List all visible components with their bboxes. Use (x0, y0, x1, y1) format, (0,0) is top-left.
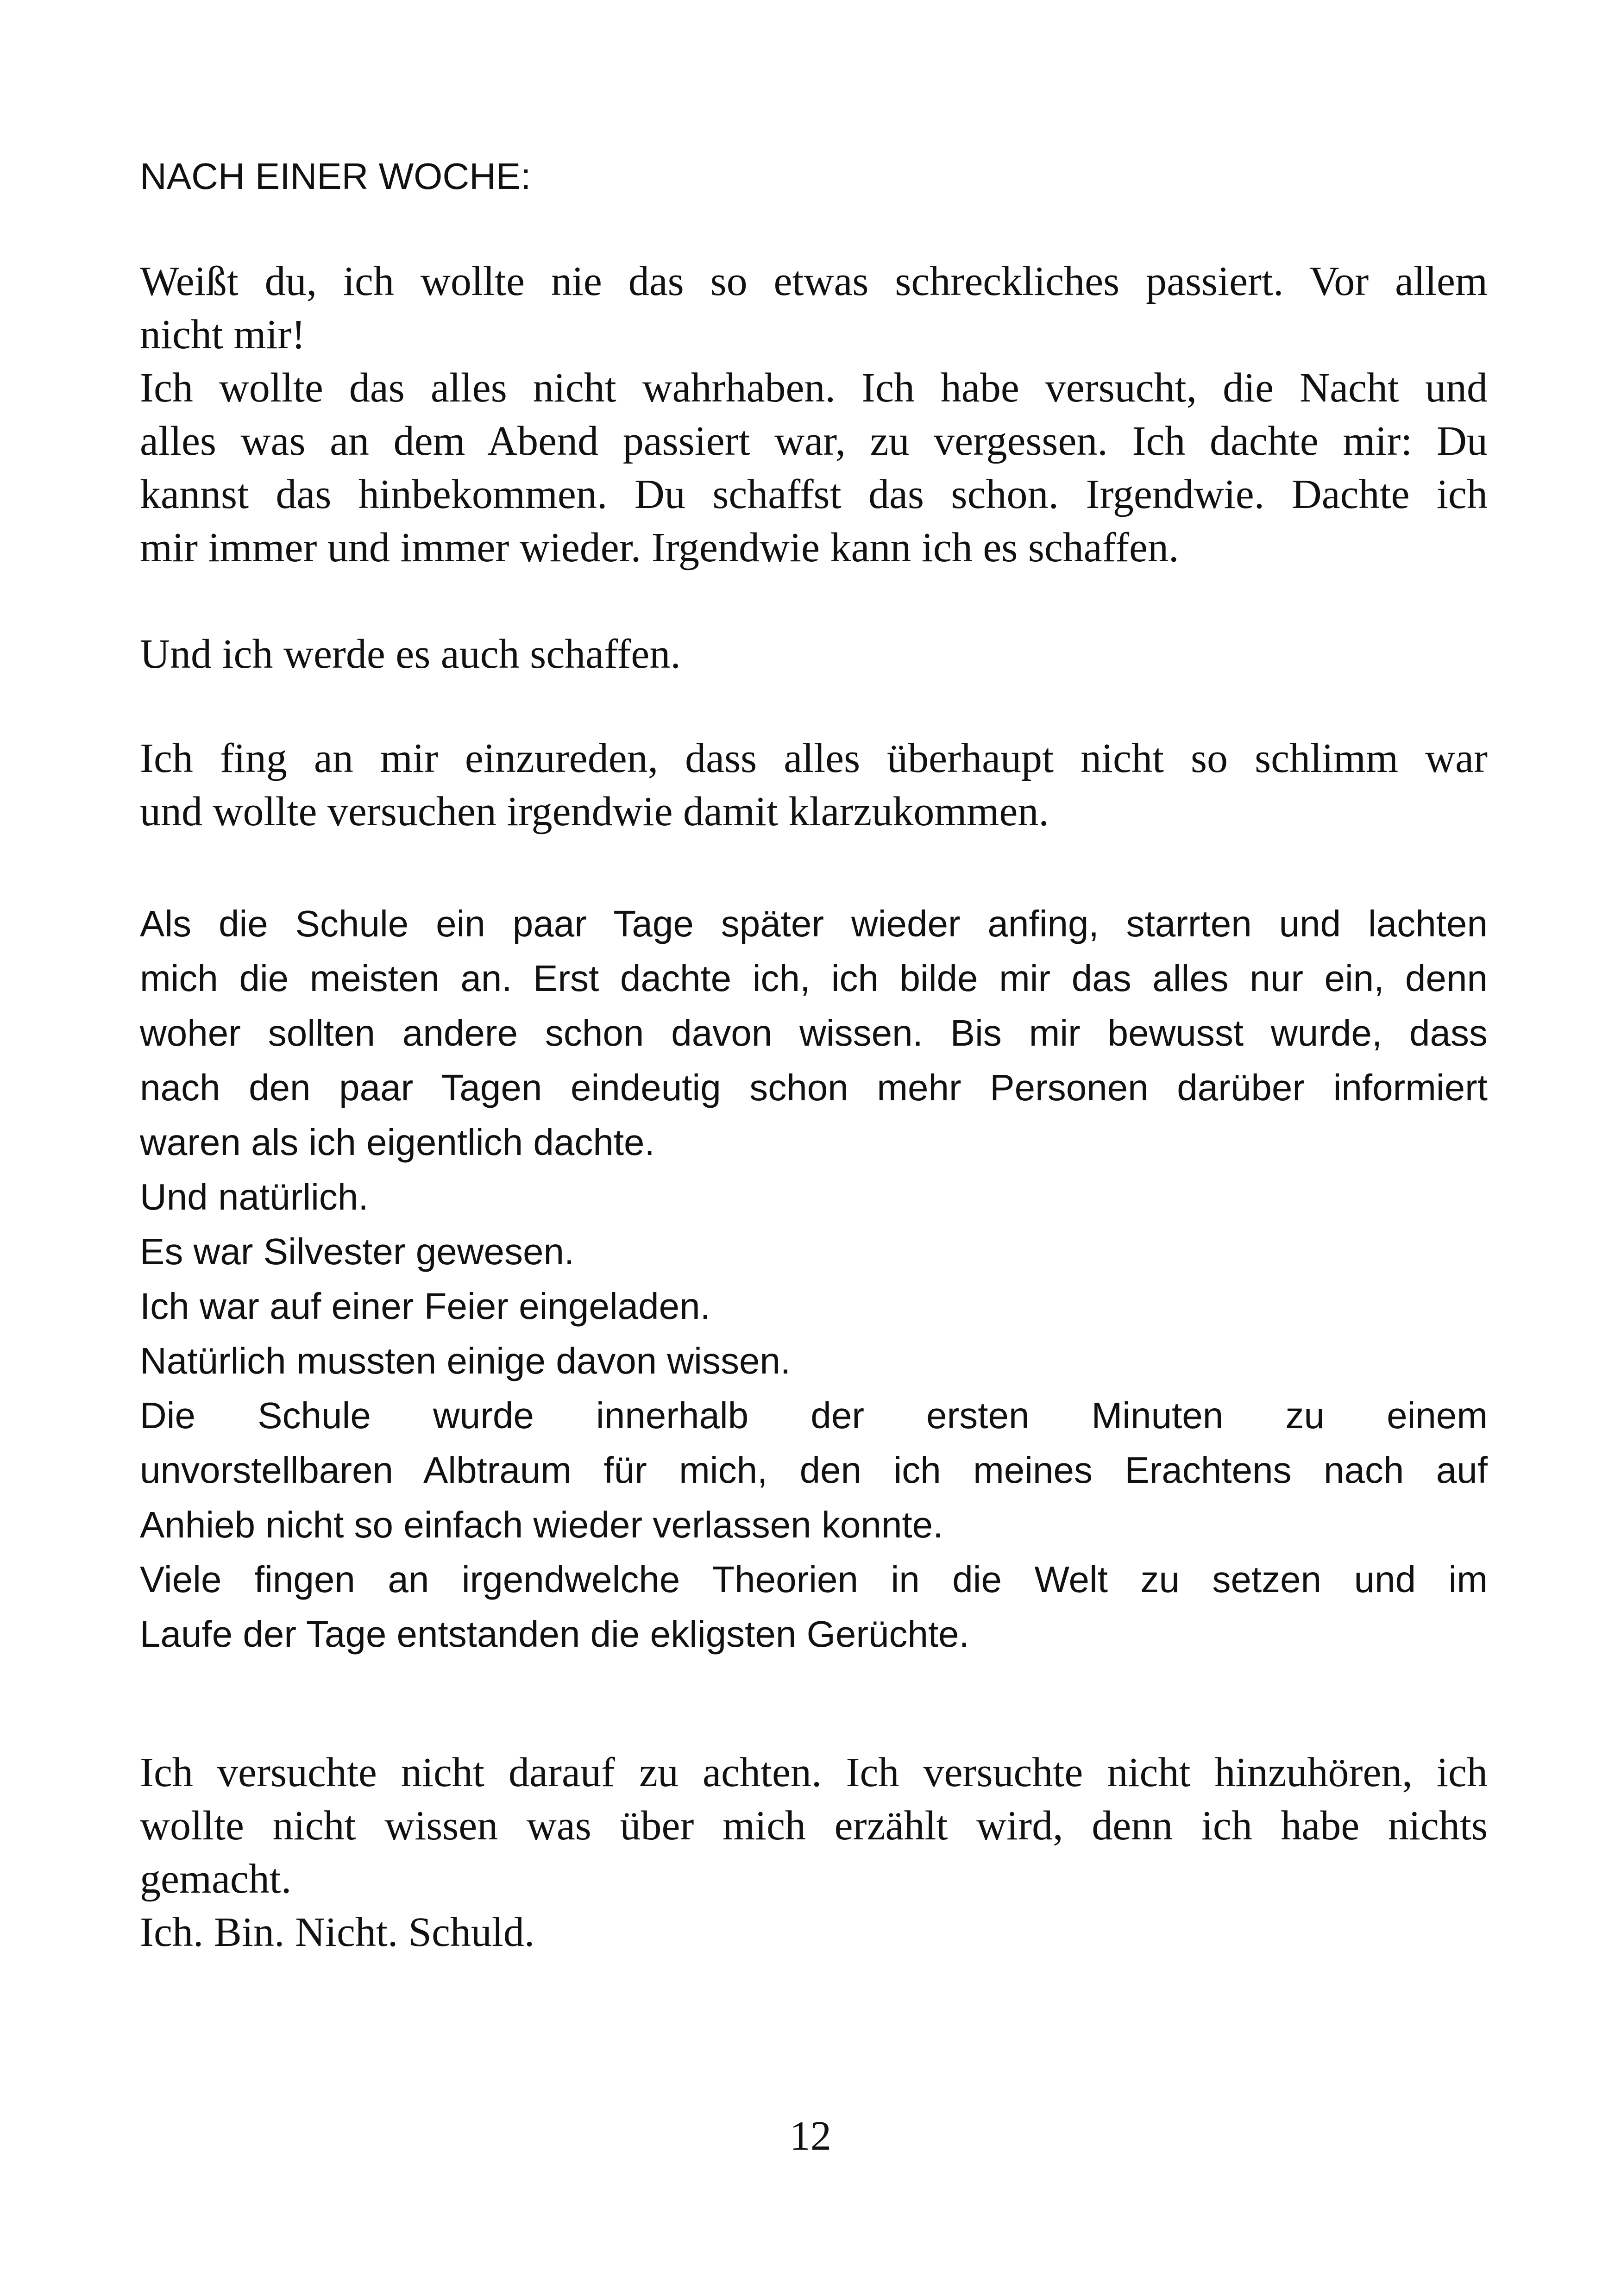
text-line: waren als ich eigentlich dachte. (140, 1122, 655, 1163)
paragraph-5 (140, 1746, 1488, 1959)
text-line: Ich wollte das alles nicht wahrhaben. Ich habe versucht, die Nacht und (140, 365, 1488, 411)
text-line: Es war Silvester gewesen. (140, 1231, 575, 1272)
section-heading (140, 149, 1488, 204)
text-line: Ich. Bin. Nicht. Schuld. (140, 1909, 535, 1955)
text-line: mir immer und immer wieder. Irgendwie kann ich es schaffen. (140, 525, 1179, 571)
text-line: nicht mir! (140, 312, 306, 358)
paragraph-4 (140, 897, 1488, 1662)
paragraph-3 (140, 732, 1488, 838)
paragraph-1 (140, 255, 1488, 574)
text-line: Als die Schule ein paar Tage später wieder anfing, starrten und lachten (140, 903, 1488, 944)
text-line: Laufe der Tage entstanden die ekligsten Gerüchte. (140, 1613, 969, 1655)
text-line: Anhieb nicht so einfach wieder verlassen konnte. (140, 1504, 943, 1545)
text-line: wollte nicht wissen was über mich erzählt wird, denn ich habe nichts (140, 1803, 1488, 1849)
text-line: unvorstellbaren Albtraum für mich, den ich meines Erachtens nach auf (140, 1449, 1488, 1491)
text-line: Ich fing an mir einzureden, dass alles überhaupt nicht so schlimm war (140, 735, 1488, 781)
text-line: Und natürlich. (140, 1176, 369, 1217)
text-line: Und ich werde es auch schaffen. (140, 631, 681, 677)
text-line: nach den paar Tagen eindeutig schon mehr Personen darüber informiert (140, 1067, 1488, 1108)
text-line: Ich versuchte nicht darauf zu achten. Ich versuchte nicht hinzuhören, ich (140, 1750, 1488, 1795)
page-number: 12 (790, 2113, 831, 2159)
heading-text: NACH EINER WOCHE: (140, 156, 531, 197)
text-line: Viele fingen an irgendwelche Theorien in die Welt zu setzen und im (140, 1559, 1488, 1600)
text-line: Die Schule wurde innerhalb der ersten Minuten zu einem (140, 1395, 1488, 1436)
text-line: Ich war auf einer Feier eingeladen. (140, 1286, 710, 1327)
text-line: mich die meisten an. Erst dachte ich, ich bilde mir das alles nur ein, denn (140, 958, 1488, 999)
paragraph-2 (140, 627, 1488, 681)
text-line: alles was an dem Abend passiert war, zu vergessen. Ich dachte mir: Du (140, 418, 1488, 464)
text-line: kannst das hinbekommen. Du schaffst das schon. Irgendwie. Dachte ich (140, 471, 1488, 517)
text-line: Natürlich mussten einige davon wissen. (140, 1340, 791, 1381)
text-line: und wollte versuchen irgendwie damit klarzukommen. (140, 789, 1049, 834)
text-line: Weißt du, ich wollte nie das so etwas schreckliches passiert. Vor allem (140, 258, 1488, 304)
text-line: gemacht. (140, 1856, 292, 1902)
text-line: woher sollten andere schon davon wissen. Bis mir bewusst wurde, dass (140, 1012, 1488, 1054)
